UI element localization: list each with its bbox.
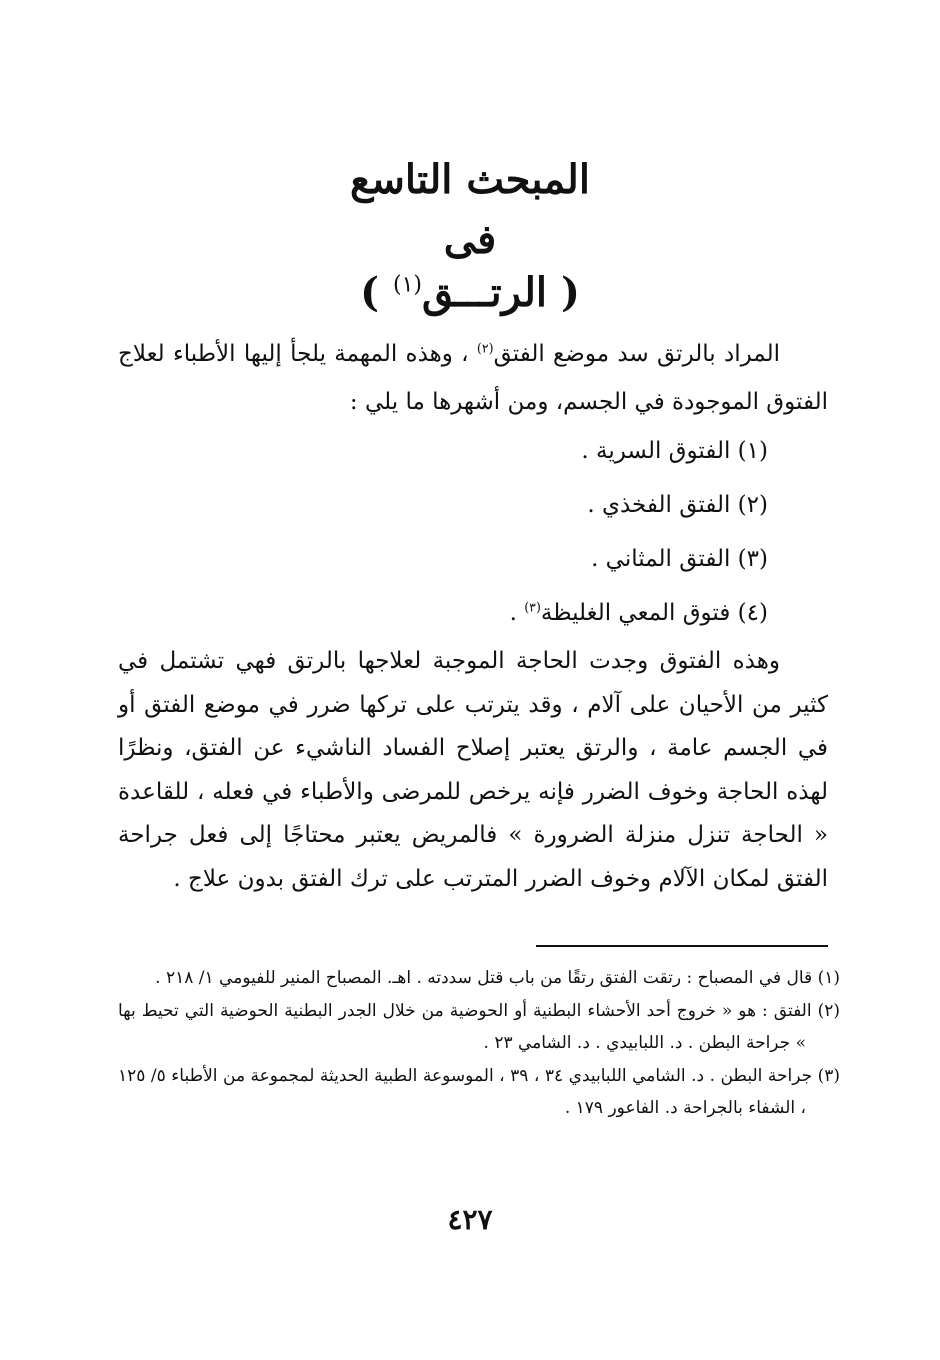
- intro-text-end: ، وهذه المهمة يلجأ إليها الأطباء لعلاج الفتوق الموجودة في الجسم، ومن أشهرها ما يلي :: [118, 341, 828, 415]
- list-item: (٢) الفتق الفخذي .: [587, 492, 768, 518]
- section-topic-close: ): [360, 269, 380, 316]
- list-item-text: (٤) فتوق المعي الغليظة: [540, 600, 768, 626]
- footnote-divider: [536, 945, 828, 947]
- intro-text-start: المراد بالرتق سد موضع الفتق: [493, 341, 780, 367]
- section-title: المبحث التاسع: [350, 156, 590, 203]
- section-topic-text: ( الرتـــق: [422, 269, 580, 316]
- list-item: (١) الفتوق السرية .: [581, 438, 768, 464]
- footnote-3: (٣) جراحة البطن . د. الشامي اللبابيدي ٣٤ ، ٣٩ ، الموسوعة الطبية الحديثة لمجموعة من الأطباء ٥/ ١٢٥ ، الشفاء بالجراحة د. الفاعور ١٧٩ .: [118, 1065, 841, 1118]
- section-title-preposition: فى: [443, 216, 497, 263]
- main-paragraph: وهذه الفتوق وجدت الحاجة الموجبة لعلاجها بالرتق فهي تشتمل في كثير من الأحيان على آلام ، وقد يترتب على تركها ضرر في موضع الفتق أو في الجسم عامة ، والرتق يعتبر إصلاح الفساد الناشيء عن الفتق، ونظرًا لهذه الحاجة وخوف الضرر فإنه يرخص للمرضى والأطباء في فعله ، للقاعدة « الحاجة تنزل منزلة الضرورة » فالمريض يعتبر محتاجًا إلى فعل جراحة الفتق لمكان الآلام وخوف الضرر المترتب على ترك الفتق بدون علاج .: [118, 648, 829, 892]
- footnote-ref-2[interactable]: (٢): [476, 340, 494, 356]
- footnote-1: (١) قال في المصباح : رتقت الفتق رتقًا من باب قتل سددته . اهـ. المصباح المنير للفيومي ١/ ٢١٨ .: [155, 968, 840, 988]
- hernia-types-list: [510, 424, 768, 640]
- page-number: ٤٢٧: [447, 1203, 493, 1236]
- intro-paragraph: [118, 330, 828, 426]
- list-item: [510, 586, 768, 640]
- footnotes: [118, 962, 840, 1125]
- footnote-2: (٢) الفتق : هو « خروج أحد الأحشاء البطنية أو الحوضية من خلال الجدر البطنية الحوضية التي تحيط بها » جراحة البطن . د. اللبابيدي . د. الشامي ٢٣ .: [118, 1000, 840, 1053]
- list-item: (٣) الفتق المثاني .: [591, 546, 768, 572]
- footnote-ref-3[interactable]: (٣): [524, 599, 541, 615]
- section-topic: [0, 265, 940, 321]
- list-item-tail: .: [509, 600, 525, 626]
- footnote-ref-1[interactable]: (١): [392, 272, 422, 298]
